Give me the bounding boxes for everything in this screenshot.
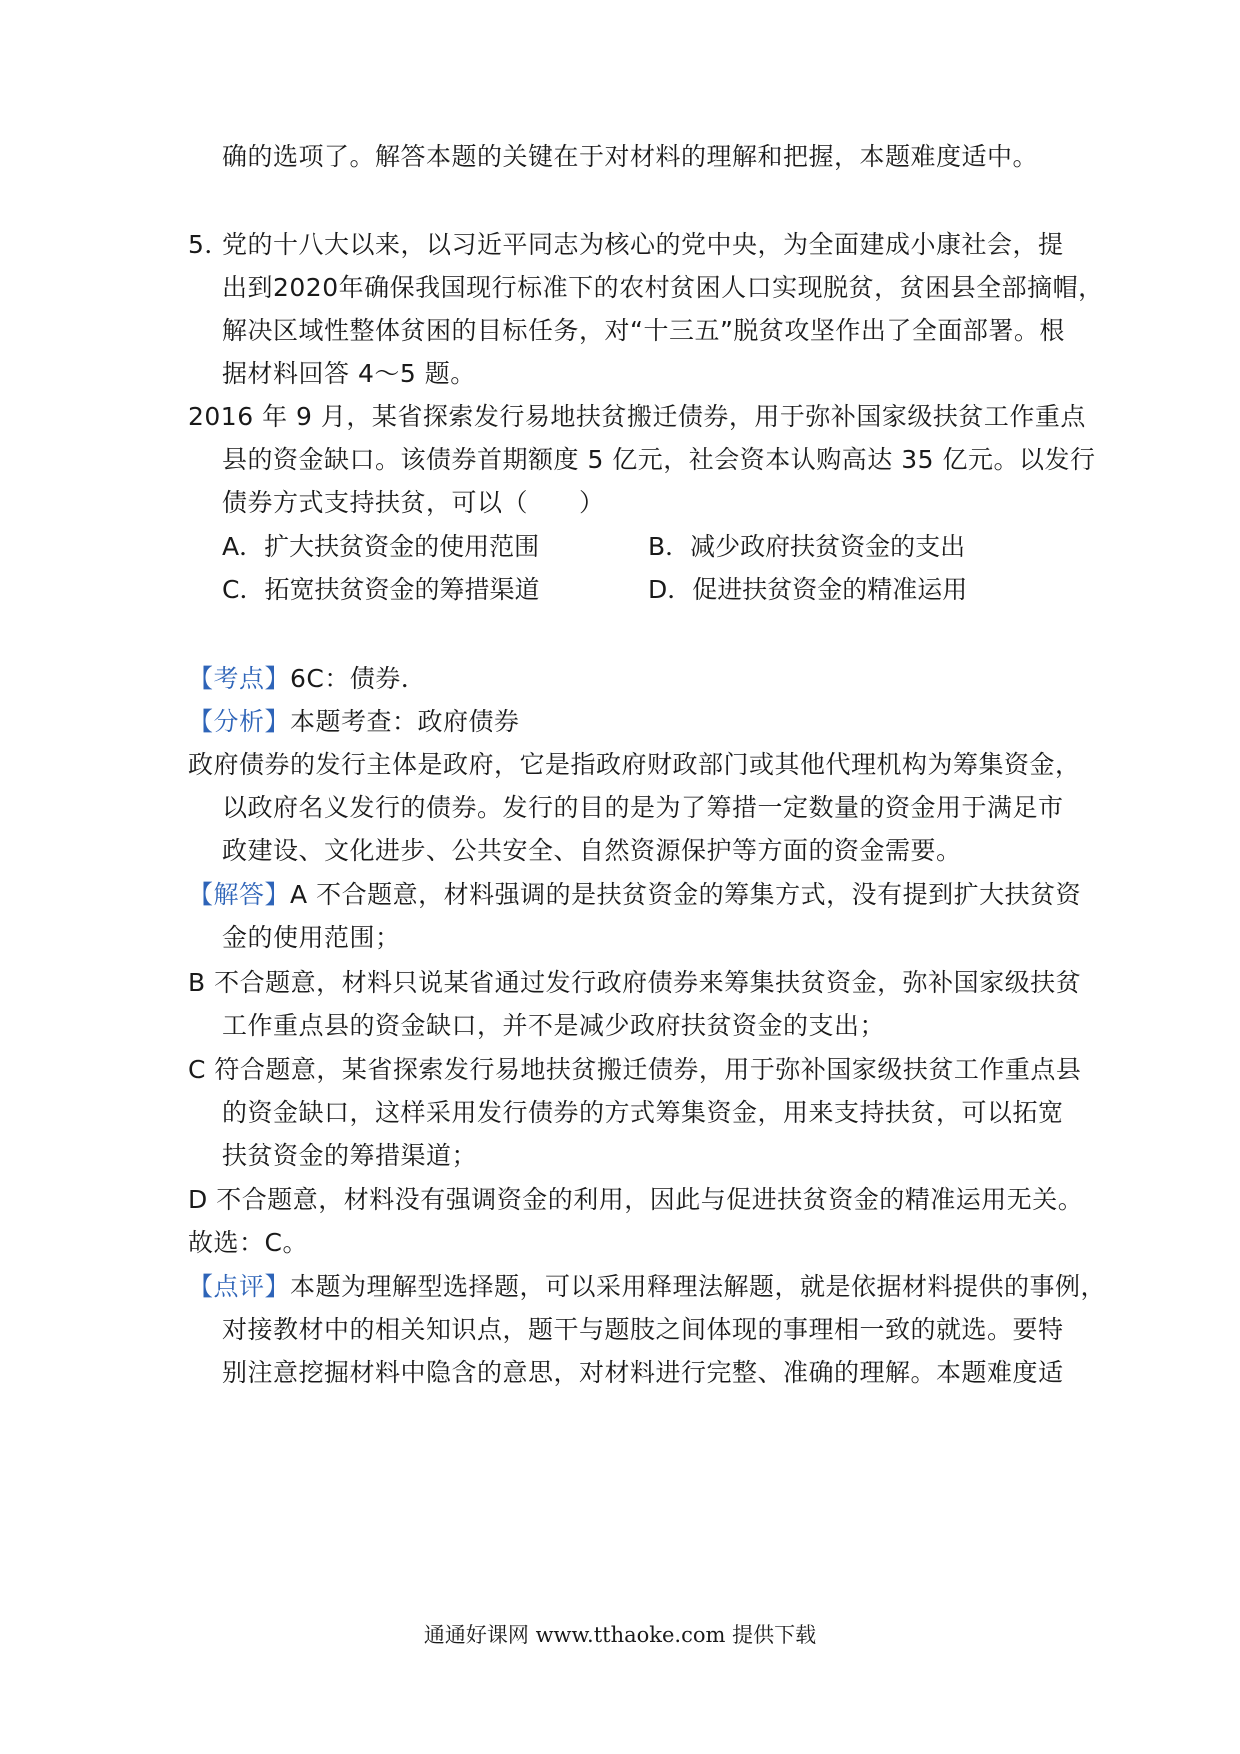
kaodian-tag: 【考点】 — [188, 664, 291, 693]
fenxi-paragraph-line: 以政府名义发行的债券。发行的目的是为了筹措一定数量的资金用于满足市 — [222, 793, 1064, 822]
dianping-line — [188, 1270, 1106, 1304]
question-stem-line: 据材料回答 4～5 题。 — [222, 359, 476, 388]
question-stem-line: 解决区域性整体贫困的目标任务，对“十三五”脱贫攻坚作出了全面部署。根 — [222, 316, 1065, 345]
fenxi-line — [188, 705, 520, 739]
jieda-c-line: 扶贫资金的筹措渠道； — [222, 1141, 478, 1170]
option-c: C．拓宽扶贫资金的筹措渠道 — [222, 575, 540, 604]
material-line: 债券方式支持扶贫，可以（ ） — [222, 488, 605, 517]
option-a: A．扩大扶贫资金的使用范围 — [222, 532, 540, 561]
dianping-tag: 【点评】 — [188, 1272, 291, 1301]
kaodian-text: 6C：债券． — [290, 664, 427, 693]
kaodian-line — [188, 662, 426, 696]
jieda-line: 金的使用范围； — [222, 923, 401, 952]
option-d: D．促进扶贫资金的精准运用 — [648, 575, 968, 604]
jieda-b-line: 工作重点县的资金缺口，并不是减少政府扶贫资金的支出； — [222, 1011, 886, 1040]
jieda-first: A 不合题意，材料强调的是扶贫资金的筹集方式，没有提到扩大扶贫资 — [290, 880, 1082, 909]
question-number: 5． — [188, 230, 230, 259]
fenxi-text: 本题考查：政府债券 — [290, 707, 520, 736]
jieda-b-line: B 不合题意，材料只说某省通过发行政府债券来筹集扶贫资金，弥补国家级扶贫 — [188, 968, 1082, 997]
material-line: 2016 年 9 月，某省探索发行易地扶贫搬迁债券，用于弥补国家级扶贫工作重点 — [188, 402, 1086, 431]
fenxi-paragraph-line: 政府债券的发行主体是政府，它是指政府财政部门或其他代理机构为筹集资金， — [188, 750, 1081, 779]
dianping-first: 本题为理解型选择题，可以采用释理法解题，就是依据材料提供的事例， — [290, 1272, 1107, 1301]
question-stem-line: 党的十八大以来，以习近平同志为核心的党中央，为全面建成小康社会，提 — [222, 230, 1064, 259]
page-footer: 通通好课网 www.tthaoke.com 提供下载 — [423, 1623, 817, 1647]
question-stem-line: 出到2020年确保我国现行标准下的农村贫困人口实现脱贫，贫困县全部摘帽， — [222, 273, 1104, 302]
jieda-line — [188, 878, 1081, 912]
fenxi-paragraph-line: 政建设、文化进步、公共安全、自然资源保护等方面的资金需要。 — [222, 836, 962, 865]
jieda-c-line: C 符合题意，某省探索发行易地扶贫搬迁债券，用于弥补国家级扶贫工作重点县 — [188, 1055, 1082, 1084]
answer-line: 故选：C。 — [188, 1228, 308, 1257]
option-b: B．减少政府扶贫资金的支出 — [648, 532, 966, 561]
top-line: 确的选项了。解答本题的关键在于对材料的理解和把握，本题难度适中。 — [222, 142, 1039, 171]
jieda-tag: 【解答】 — [188, 880, 291, 909]
jieda-d-line: D 不合题意，材料没有强调资金的利用，因此与促进扶贫资金的精准运用无关。 — [188, 1185, 1084, 1214]
jieda-c-line: 的资金缺口，这样采用发行债券的方式筹集资金，用来支持扶贫，可以拓宽 — [222, 1098, 1064, 1127]
fenxi-tag: 【分析】 — [188, 707, 291, 736]
material-line: 县的资金缺口。该债券首期额度 5 亿元，社会资本认购高达 35 亿元。以发行 — [222, 445, 1096, 474]
dianping-line: 别注意挖掘材料中隐含的意思，对材料进行完整、准确的理解。本题难度适 — [222, 1358, 1064, 1387]
dianping-line: 对接教材中的相关知识点，题干与题肢之间体现的事理相一致的就选。要特 — [222, 1315, 1064, 1344]
